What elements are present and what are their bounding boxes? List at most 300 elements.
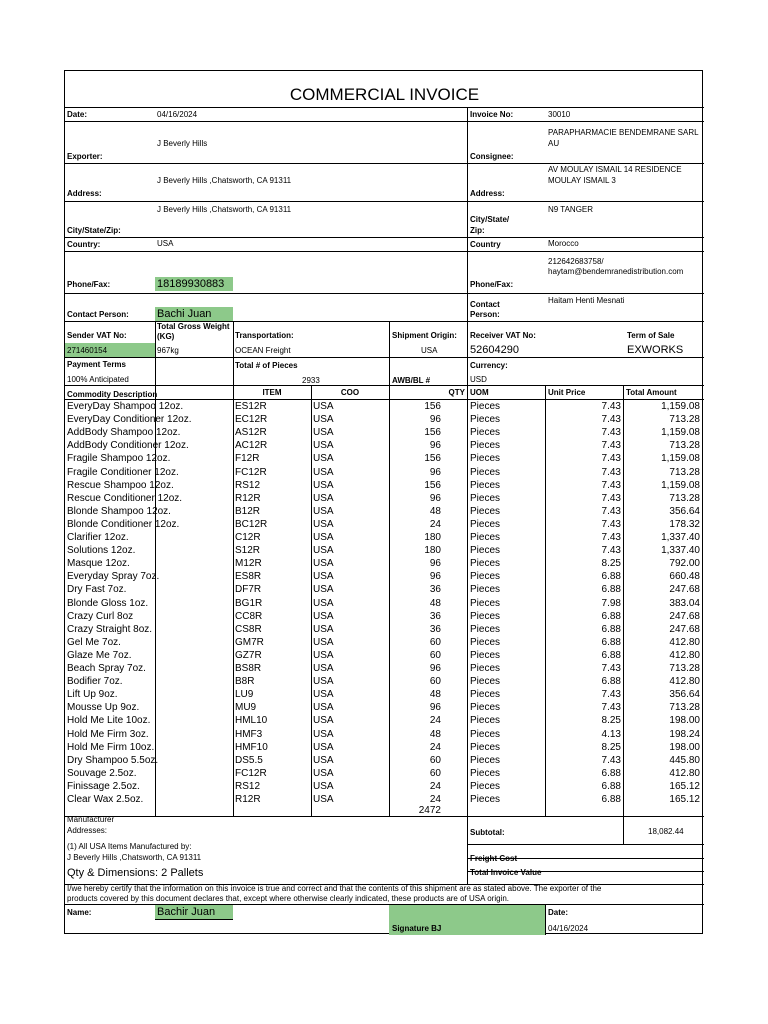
- exporter-country-value: USA: [157, 239, 174, 248]
- total-amount-cell: 660.48: [669, 571, 700, 583]
- item-cell: BG1R: [235, 597, 263, 609]
- item-cell: R12R: [235, 794, 261, 805]
- uom-cell: Pieces: [470, 728, 501, 740]
- total-amount-cell: 198.24: [669, 728, 700, 740]
- total-amount-cell: 247.68: [669, 584, 700, 596]
- uom-cell: Pieces: [470, 676, 501, 688]
- total-amount-cell: 412.80: [669, 676, 700, 688]
- coo-cell: USA: [313, 414, 334, 426]
- uom-cell: Pieces: [470, 545, 501, 557]
- uom-cell: Pieces: [470, 597, 501, 609]
- receiver-vat-label: Receiver VAT No:: [470, 331, 536, 340]
- uom-cell: Pieces: [470, 440, 501, 452]
- table-row: [65, 492, 704, 505]
- item-cell: RS12: [235, 780, 261, 792]
- coo-cell: USA: [313, 767, 334, 779]
- header-uom: UOM: [470, 388, 489, 397]
- item-cell: M12R: [235, 558, 262, 570]
- name-label: Name:: [67, 908, 92, 917]
- total-amount-cell: 1,337.40: [661, 545, 700, 557]
- table-row: [65, 400, 704, 413]
- qty-cell: 96: [429, 466, 441, 478]
- table-row: [65, 479, 704, 492]
- qty-cell: 48: [429, 728, 441, 740]
- coo-cell: USA: [313, 663, 334, 674]
- coo-cell: USA: [313, 728, 334, 740]
- qty-dimensions: Qty & Dimensions: 2 Pallets: [67, 867, 204, 879]
- qty-cell: 48: [429, 505, 441, 517]
- qty-cell: 156: [424, 427, 441, 439]
- unit-price-cell: 8.25: [601, 558, 621, 570]
- commodity-cell: Glaze Me 7oz.: [67, 649, 132, 661]
- qty-cell: 180: [424, 545, 441, 557]
- unit-price-cell: 6.88: [601, 636, 621, 648]
- qty-cell: 96: [429, 492, 441, 504]
- consignee-country-label: Country: [470, 240, 501, 249]
- qty-cell: 180: [424, 532, 441, 543]
- unit-price-cell: 7.43: [601, 545, 621, 557]
- item-cell: R12R: [235, 492, 261, 504]
- manufacturer-line2: J Beverly Hills ,Chatsworth, CA 91311: [67, 853, 202, 862]
- name-value: Bachir Juan: [157, 906, 216, 918]
- item-cell: FC12R: [235, 767, 267, 779]
- uom-cell: Pieces: [470, 414, 501, 426]
- item-cell: CC8R: [235, 610, 263, 622]
- unit-price-cell: 7.43: [601, 414, 621, 426]
- consignee-city-value: N9 TANGER: [548, 205, 594, 214]
- contact-person-label: Contact Person:: [67, 310, 129, 319]
- coo-cell: USA: [313, 558, 334, 570]
- uom-cell: Pieces: [470, 741, 501, 753]
- commodity-cell: Crazy Straight 8oz.: [67, 623, 153, 635]
- table-row: [65, 793, 704, 806]
- total-amount-cell: 198.00: [669, 741, 700, 753]
- total-amount-cell: 445.80: [669, 754, 700, 766]
- consignee-country-value: Morocco: [548, 239, 579, 248]
- coo-cell: USA: [313, 401, 334, 412]
- table-row: [65, 466, 704, 479]
- item-cell: B8R: [235, 676, 255, 688]
- total-amount-cell: 178.32: [669, 518, 700, 530]
- coo-cell: USA: [313, 466, 334, 478]
- freight-cost-label: Freight Cost: [470, 854, 518, 863]
- exporter-address-value: J Beverly Hills ,Chatsworth, CA 91311: [157, 176, 292, 185]
- coo-cell: USA: [313, 545, 334, 557]
- certification-line2: products covered by this document declares that, except where otherwise clearly indicated, these products are of USA origin.: [67, 894, 510, 903]
- item-cell: F12R: [235, 453, 260, 465]
- qty-cell: 96: [429, 702, 441, 714]
- table-row: [65, 714, 704, 727]
- table-row: [65, 780, 704, 793]
- consignee-phone-line1: 212642683758/: [548, 257, 604, 266]
- uom-cell: Pieces: [470, 767, 501, 779]
- gross-weight-value: 967kg: [157, 346, 179, 355]
- item-cell: HMF3: [235, 728, 263, 740]
- qty-cell: 24: [429, 794, 441, 805]
- exporter-address-label: Address:: [67, 189, 102, 198]
- qty-cell: 96: [429, 571, 441, 583]
- table-row: [65, 583, 704, 596]
- header-unit-price: Unit Price: [548, 388, 586, 397]
- item-cell: HMF10: [235, 741, 268, 753]
- coo-cell: USA: [313, 689, 334, 701]
- table-row: [65, 623, 704, 636]
- coo-cell: USA: [313, 492, 334, 504]
- unit-price-cell: 7.43: [601, 532, 621, 543]
- unit-price-cell: 7.43: [601, 453, 621, 465]
- contact-person-value: Bachi Juan: [157, 308, 212, 320]
- qty-cell: 156: [424, 401, 441, 412]
- uom-cell: Pieces: [470, 715, 501, 727]
- uom-cell: Pieces: [470, 584, 501, 596]
- qty-cell: 156: [424, 453, 441, 465]
- coo-cell: USA: [313, 584, 334, 596]
- uom-cell: Pieces: [470, 518, 501, 530]
- exporter-country-label: Country:: [67, 240, 101, 249]
- qty-cell: 48: [429, 597, 441, 609]
- total-amount-cell: 1,159.08: [661, 427, 700, 439]
- unit-price-cell: 6.88: [601, 676, 621, 688]
- commodity-cell: Fragile Conditioner 12oz.: [67, 466, 179, 478]
- exporter-label: Exporter:: [67, 152, 103, 161]
- invoice-no-label: Invoice No:: [470, 110, 514, 119]
- total-amount-cell: 713.28: [669, 663, 700, 674]
- item-cell: B12R: [235, 505, 261, 517]
- unit-price-cell: 7.43: [601, 754, 621, 766]
- item-cell: FC12R: [235, 466, 267, 478]
- exporter-city-label: City/State/Zip:: [67, 226, 121, 235]
- coo-cell: USA: [313, 754, 334, 766]
- consignee-label: Consignee:: [470, 152, 514, 161]
- date-label: Date:: [67, 110, 88, 119]
- item-cell: GM7R: [235, 636, 264, 648]
- commodity-cell: Mousse Up 9oz.: [67, 702, 140, 714]
- uom-cell: Pieces: [470, 558, 501, 570]
- exporter-value: J Beverly Hills: [157, 139, 208, 148]
- qty-cell: 96: [429, 414, 441, 426]
- commodity-cell: Souvage 2.5oz.: [67, 767, 137, 779]
- coo-cell: USA: [313, 649, 334, 661]
- uom-cell: Pieces: [470, 532, 501, 543]
- unit-price-cell: 6.88: [601, 794, 621, 805]
- qty-cell: 96: [429, 440, 441, 452]
- unit-price-cell: 6.88: [601, 767, 621, 779]
- table-row: [65, 570, 704, 583]
- unit-price-cell: 6.88: [601, 584, 621, 596]
- shipment-origin-value: USA: [421, 346, 438, 355]
- table-row: [65, 675, 704, 688]
- invoice-title: COMMERCIAL INVOICE: [289, 85, 480, 104]
- coo-cell: USA: [313, 518, 334, 530]
- payment-terms-value: 100% Anticipated: [67, 375, 129, 384]
- sign-date-value: 04/16/2024: [548, 924, 589, 933]
- unit-price-cell: 8.25: [601, 741, 621, 753]
- consignee-city-label1: City/State/: [470, 215, 510, 224]
- uom-cell: Pieces: [470, 663, 501, 674]
- table-row: [65, 728, 704, 741]
- consignee-address-line2: MOULAY ISMAIL 3: [548, 176, 616, 185]
- unit-price-cell: 6.88: [601, 610, 621, 622]
- total-pieces-value: 2933: [302, 376, 320, 385]
- coo-cell: USA: [313, 636, 334, 648]
- total-amount-cell: 383.04: [669, 597, 700, 609]
- subtotal-label: Subtotal:: [470, 828, 505, 837]
- qty-cell: 60: [429, 767, 441, 779]
- term-of-sale-label: Term of Sale: [627, 331, 675, 340]
- coo-cell: USA: [313, 479, 334, 491]
- table-row: [65, 439, 704, 452]
- qty-cell: 24: [429, 780, 441, 792]
- coo-cell: USA: [313, 715, 334, 727]
- commodity-cell: Bodifier 7oz.: [67, 676, 123, 688]
- total-amount-cell: 412.80: [669, 636, 700, 648]
- table-row: [65, 426, 704, 439]
- unit-price-cell: 7.43: [601, 518, 621, 530]
- item-cell: ES8R: [235, 571, 262, 583]
- item-cell: ES12R: [235, 401, 267, 412]
- consignee-phone-label: Phone/Fax:: [470, 280, 514, 289]
- qty-cell: 24: [429, 741, 441, 753]
- table-row: [65, 701, 704, 714]
- item-cell: CS8R: [235, 623, 262, 635]
- table-row: [65, 544, 704, 557]
- item-cell: DF7R: [235, 584, 262, 596]
- unit-price-cell: 7.98: [601, 597, 621, 609]
- table-row: [65, 741, 704, 754]
- qty-cell: 24: [429, 518, 441, 530]
- consignee-phone-line2: haytam@bendemranedistribution.com: [548, 267, 684, 276]
- coo-cell: USA: [313, 453, 334, 465]
- qty-total: 2472: [418, 805, 441, 816]
- item-cell: S12R: [235, 545, 261, 557]
- unit-price-cell: 7.43: [601, 440, 621, 452]
- unit-price-cell: 6.88: [601, 571, 621, 583]
- uom-cell: Pieces: [470, 479, 501, 491]
- unit-price-cell: 7.43: [601, 689, 621, 701]
- table-row: [65, 518, 704, 531]
- item-cell: MU9: [235, 702, 257, 714]
- item-cell: BC12R: [235, 518, 268, 530]
- qty-cell: 60: [429, 676, 441, 688]
- commodity-cell: Hold Me Firm 3oz.: [67, 728, 149, 740]
- table-row: [65, 452, 704, 465]
- uom-cell: Pieces: [470, 427, 501, 439]
- commodity-cell: Clear Wax 2.5oz.: [67, 794, 144, 805]
- table-row: [65, 636, 704, 649]
- uom-cell: Pieces: [470, 623, 501, 635]
- uom-cell: Pieces: [470, 401, 501, 412]
- header-total-amount: Total Amount: [626, 388, 677, 397]
- total-amount-cell: 713.28: [669, 414, 700, 426]
- payment-terms-label: Payment Terms: [67, 360, 126, 369]
- item-cell: EC12R: [235, 414, 268, 426]
- uom-cell: Pieces: [470, 466, 501, 478]
- invoice-sheet: [64, 70, 703, 934]
- header-coo: COO: [340, 388, 360, 397]
- receiver-vat-value: 52604290: [470, 344, 519, 356]
- unit-price-cell: 7.43: [601, 663, 621, 674]
- commodity-cell: Beach Spray 7oz.: [67, 663, 146, 674]
- uom-cell: Pieces: [470, 794, 501, 805]
- subtotal-value: 18,082.44: [648, 827, 684, 836]
- commodity-cell: Masque 12oz.: [67, 558, 130, 570]
- invoice-no-value: 30010: [548, 110, 571, 119]
- commodity-cell: Crazy Curl 8oz: [67, 610, 134, 622]
- coo-cell: USA: [313, 597, 334, 609]
- total-amount-cell: 165.12: [669, 780, 700, 792]
- gross-weight-label1: Total Gross Weight: [157, 322, 230, 331]
- qty-cell: 36: [429, 623, 441, 635]
- total-amount-cell: 713.28: [669, 702, 700, 714]
- uom-cell: Pieces: [470, 689, 501, 701]
- coo-cell: USA: [313, 427, 334, 439]
- coo-cell: USA: [313, 794, 334, 805]
- total-pieces-label: Total # of Pieces: [235, 361, 298, 370]
- total-amount-cell: 713.28: [669, 466, 700, 478]
- unit-price-cell: 7.43: [601, 505, 621, 517]
- consignee-address-label: Address:: [470, 189, 505, 198]
- date-value: 04/16/2024: [157, 110, 198, 119]
- total-invoice-value-label: Total Invoice Value: [470, 868, 542, 877]
- qty-cell: 60: [429, 754, 441, 766]
- total-amount-cell: 713.28: [669, 492, 700, 504]
- item-cell: C12R: [235, 532, 261, 543]
- commodity-cell: Everyday Spray 7oz.: [67, 571, 160, 583]
- header-qty: QTY: [448, 388, 465, 397]
- unit-price-cell: 4.13: [601, 728, 621, 740]
- item-cell: AS12R: [235, 427, 267, 439]
- unit-price-cell: 7.43: [601, 401, 621, 412]
- total-amount-cell: 1,159.08: [661, 401, 700, 412]
- consignee-contact-label2: Person:: [470, 310, 500, 319]
- commodity-cell: Fragile Shampoo 12oz.: [67, 453, 171, 465]
- uom-cell: Pieces: [470, 505, 501, 517]
- unit-price-cell: 6.88: [601, 780, 621, 792]
- manufacturer-line1: (1) All USA Items Manufactured by:: [67, 842, 192, 851]
- transportation-label: Transportation:: [235, 331, 294, 340]
- item-cell: RS12: [235, 479, 261, 491]
- manufacturer-label1: Manufacturer: [67, 815, 115, 824]
- exporter-phone-label: Phone/Fax:: [67, 280, 111, 289]
- currency-value: USD: [470, 375, 487, 384]
- certification-line1: I/we hereby certify that the information on this invoice is true and correct and that the contents of this shipment are as stated above. The exporter of the: [67, 884, 602, 893]
- commodity-cell: Rescue Shampoo 12oz.: [67, 479, 174, 491]
- commodity-cell: AddBody Conditioner 12oz.: [67, 440, 189, 452]
- qty-cell: 96: [429, 558, 441, 570]
- consignee-address-line1: AV MOULAY ISMAIL 14 RESIDENCE: [548, 165, 682, 174]
- uom-cell: Pieces: [470, 636, 501, 648]
- manufacturer-label2: Addresses:: [67, 826, 108, 835]
- consignee-contact-value: Haitam Henti Mesnati: [548, 296, 625, 305]
- header-commodity: Commodity Description: [67, 390, 158, 399]
- shipment-origin-label: Shipment Origin:: [392, 331, 457, 340]
- uom-cell: Pieces: [470, 702, 501, 714]
- commodity-cell: Dry Fast 7oz.: [67, 584, 127, 596]
- sender-vat-value: 271460154: [67, 346, 108, 355]
- commodity-cell: Rescue Conditioner 12oz.: [67, 492, 183, 504]
- exporter-phone-value: 18189930883: [157, 278, 225, 290]
- commodity-cell: Finissage 2.5oz.: [67, 780, 140, 792]
- qty-cell: 60: [429, 649, 441, 661]
- qty-cell: 36: [429, 584, 441, 596]
- coo-cell: USA: [313, 702, 334, 714]
- header-item: ITEM: [262, 388, 282, 397]
- item-cell: AC12R: [235, 440, 268, 452]
- unit-price-cell: 6.88: [601, 623, 621, 635]
- table-row: [65, 597, 704, 610]
- commodity-cell: Hold Me Lite 10oz.: [67, 715, 151, 727]
- table-row: [65, 688, 704, 701]
- commodity-cell: Clarifier 12oz.: [67, 532, 129, 543]
- consignee-line1: PARAPHARMACIE BENDEMRANE SARL: [548, 128, 699, 137]
- item-cell: BS8R: [235, 663, 262, 674]
- coo-cell: USA: [313, 780, 334, 792]
- signature-label: Signature BJ: [392, 924, 442, 933]
- total-amount-cell: 356.64: [669, 689, 700, 701]
- total-amount-cell: 412.80: [669, 767, 700, 779]
- qty-cell: 36: [429, 610, 441, 622]
- currency-label: Currency:: [470, 361, 508, 370]
- uom-cell: Pieces: [470, 754, 501, 766]
- sign-date-label: Date:: [548, 908, 569, 917]
- consignee-city-label2: Zip:: [470, 226, 485, 235]
- uom-cell: Pieces: [470, 610, 501, 622]
- uom-cell: Pieces: [470, 780, 501, 792]
- total-amount-cell: 165.12: [669, 794, 700, 805]
- total-amount-cell: 247.68: [669, 610, 700, 622]
- awb-label: AWB/BL #: [392, 376, 431, 385]
- item-cell: GZ7R: [235, 649, 262, 661]
- uom-cell: Pieces: [470, 649, 501, 661]
- coo-cell: USA: [313, 440, 334, 452]
- consignee-contact-label1: Contact: [470, 300, 500, 309]
- commodity-cell: EveryDay Conditioner 12oz.: [67, 414, 192, 426]
- unit-price-cell: 7.43: [601, 479, 621, 491]
- item-cell: LU9: [235, 689, 254, 701]
- coo-cell: USA: [313, 571, 334, 583]
- commodity-cell: AddBody Shampoo 12oz.: [67, 427, 181, 439]
- coo-cell: USA: [313, 505, 334, 517]
- commodity-cell: Blonde Conditioner 12oz.: [67, 518, 180, 530]
- total-amount-cell: 247.68: [669, 623, 700, 635]
- table-row: [65, 754, 704, 767]
- table-row: [65, 610, 704, 623]
- uom-cell: Pieces: [470, 492, 501, 504]
- exporter-city-value: J Beverly Hills ,Chatsworth, CA 91311: [157, 205, 292, 214]
- unit-price-cell: 6.88: [601, 649, 621, 661]
- commodity-cell: Hold Me Firm 10oz.: [67, 741, 155, 753]
- unit-price-cell: 7.43: [601, 492, 621, 504]
- unit-price-cell: 7.43: [601, 427, 621, 439]
- item-cell: DS5.5: [235, 754, 263, 766]
- total-amount-cell: 412.80: [669, 649, 700, 661]
- total-amount-cell: 198.00: [669, 715, 700, 727]
- total-amount-cell: 1,159.08: [661, 453, 700, 465]
- commodity-cell: Blonde Shampoo 12oz.: [67, 505, 171, 517]
- commodity-cell: EveryDay Shampoo 12oz.: [67, 401, 184, 412]
- transportation-value: OCEAN Freight: [235, 346, 291, 355]
- table-row: [65, 413, 704, 426]
- commodity-cell: Solutions 12oz.: [67, 545, 136, 557]
- coo-cell: USA: [313, 610, 334, 622]
- table-row: [65, 662, 704, 675]
- unit-price-cell: 7.43: [601, 466, 621, 478]
- commodity-cell: Gel Me 7oz.: [67, 636, 121, 648]
- sender-vat-label: Sender VAT No:: [67, 331, 127, 340]
- total-amount-cell: 713.28: [669, 440, 700, 452]
- uom-cell: Pieces: [470, 453, 501, 465]
- commodity-cell: Dry Shampoo 5.5oz.: [67, 754, 159, 766]
